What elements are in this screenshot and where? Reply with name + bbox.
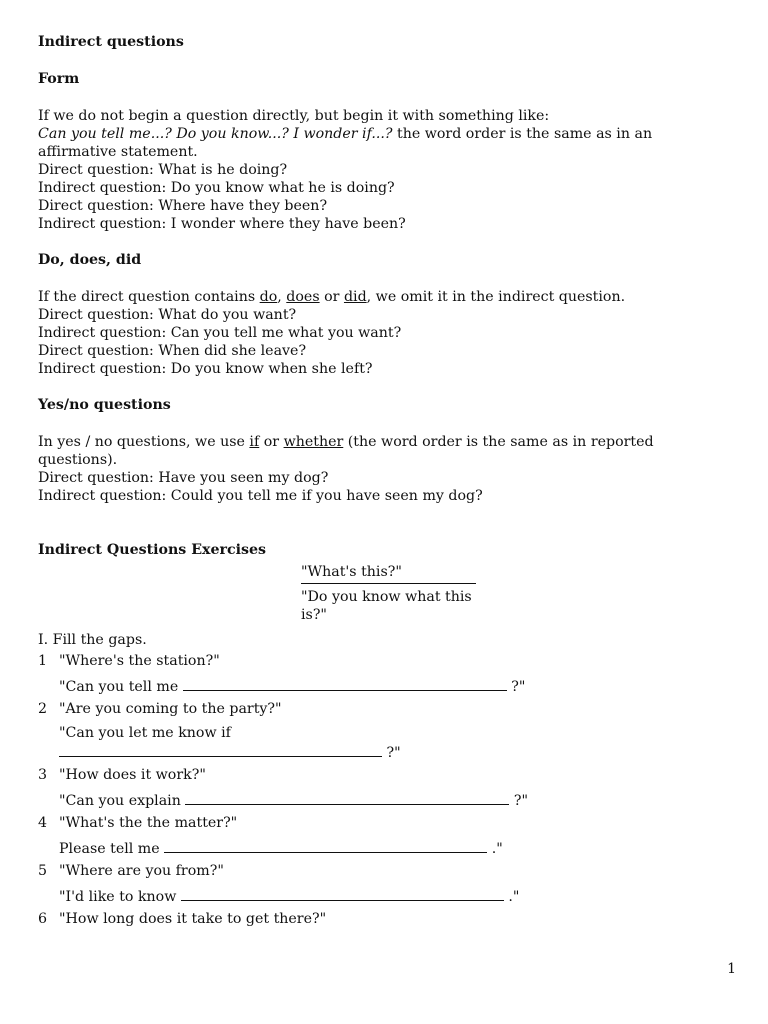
page-number: 1 [727, 961, 736, 977]
section-heading-do-does-did: Do, does, did [38, 252, 142, 268]
answer-blank-2[interactable] [59, 742, 382, 757]
dodoesdid-example-2: Indirect question: Can you tell me what you want? [38, 325, 402, 341]
exercise-answer-3 [59, 790, 528, 810]
form-example-3: Direct question: Where have they been? [38, 198, 328, 214]
item-number: 5 [38, 863, 48, 879]
form-example-2: Indirect question: Do you know what he is doing? [38, 180, 395, 196]
section-heading-yes-no: Yes/no questions [38, 397, 171, 413]
answer-prompt: "I'd like to know [59, 889, 177, 905]
answer-blank-1[interactable] [183, 676, 507, 691]
answer-blank-3[interactable] [185, 790, 509, 805]
item-number: 4 [38, 815, 48, 831]
item-number: 1 [38, 653, 48, 669]
yesno-text-2: (the word order is the same as in reported [343, 434, 654, 450]
exercise-example [301, 563, 476, 624]
form-example-4: Indirect question: I wonder where they have been? [38, 216, 406, 232]
word-does: does [286, 289, 320, 305]
word-did: did [343, 289, 367, 305]
dodoesdid-example-4: Indirect question: Do you know when she left? [38, 361, 373, 377]
item-question: "Where's the station?" [59, 653, 220, 669]
yesno-example-1: Direct question: Have you seen my dog? [38, 470, 329, 486]
answer-blank-4[interactable] [164, 838, 487, 853]
form-example-1: Direct question: What is he doing? [38, 162, 288, 178]
answer-prompt: "Can you explain [59, 793, 181, 809]
section-heading-form: Form [38, 71, 80, 87]
form-italic-phrases: Can you tell me...? Do you know...? I wonder if...? [38, 126, 393, 142]
dodoesdid-rule [38, 288, 625, 306]
answer-end: ?" [513, 793, 529, 809]
item-number: 6 [38, 911, 48, 927]
exercises-heading: Indirect Questions Exercises [38, 542, 267, 558]
item-number: 2 [38, 701, 48, 717]
exercise-answer-2-prompt: "Can you let me know if [59, 725, 231, 741]
answer-blank-5[interactable] [181, 886, 504, 901]
word-do: do [259, 289, 278, 305]
yesno-rule [38, 433, 654, 451]
item-question: "Where are you from?" [59, 863, 224, 879]
sep-2: or [319, 289, 344, 305]
exercise-answer-4 [59, 838, 503, 858]
sep-1: , [277, 289, 287, 305]
form-cont: affirmative statement. [38, 144, 198, 160]
form-intro: If we do not begin a question directly, but begin it with something like: [38, 108, 550, 124]
answer-prompt: Please tell me [59, 841, 160, 857]
yesno-example-2: Indirect question: Could you tell me if you have seen my dog? [38, 488, 483, 504]
dodoesdid-example-1: Direct question: What do you want? [38, 307, 297, 323]
dodoesdid-text-1: If the direct question contains [38, 289, 260, 305]
example-indirect: "Do you know what this is?" [301, 589, 472, 623]
item-question: "Are you coming to the party?" [59, 701, 282, 717]
item-question: "How long does it take to get there?" [59, 911, 327, 927]
answer-end: ?" [386, 745, 401, 761]
dodoesdid-text-2: , we omit it in the indirect question. [366, 289, 626, 305]
item-number: 3 [38, 767, 48, 783]
page-title: Indirect questions [38, 34, 184, 50]
example-direct: "What's this?" [301, 563, 476, 584]
form-rest: the word order is the same as in an [392, 126, 653, 142]
yesno-sep: or [259, 434, 284, 450]
exercise-answer-2 [59, 742, 401, 762]
answer-prompt: "Can you tell me [59, 679, 179, 695]
word-whether: whether [283, 434, 344, 450]
exercise-answer-5 [59, 886, 519, 906]
exercise-instruction: I. Fill the gaps. [38, 632, 147, 648]
answer-end: ." [508, 889, 520, 905]
answer-end: ?" [511, 679, 526, 695]
word-if: if [249, 434, 260, 450]
item-question: "How does it work?" [59, 767, 206, 783]
exercise-answer-1 [59, 676, 525, 696]
yesno-cont: questions). [38, 452, 118, 468]
form-line-2 [38, 125, 652, 143]
item-question: "What's the the matter?" [59, 815, 238, 831]
dodoesdid-example-3: Direct question: When did she leave? [38, 343, 307, 359]
yesno-text-1: In yes / no questions, we use [38, 434, 250, 450]
answer-end: ." [491, 841, 503, 857]
